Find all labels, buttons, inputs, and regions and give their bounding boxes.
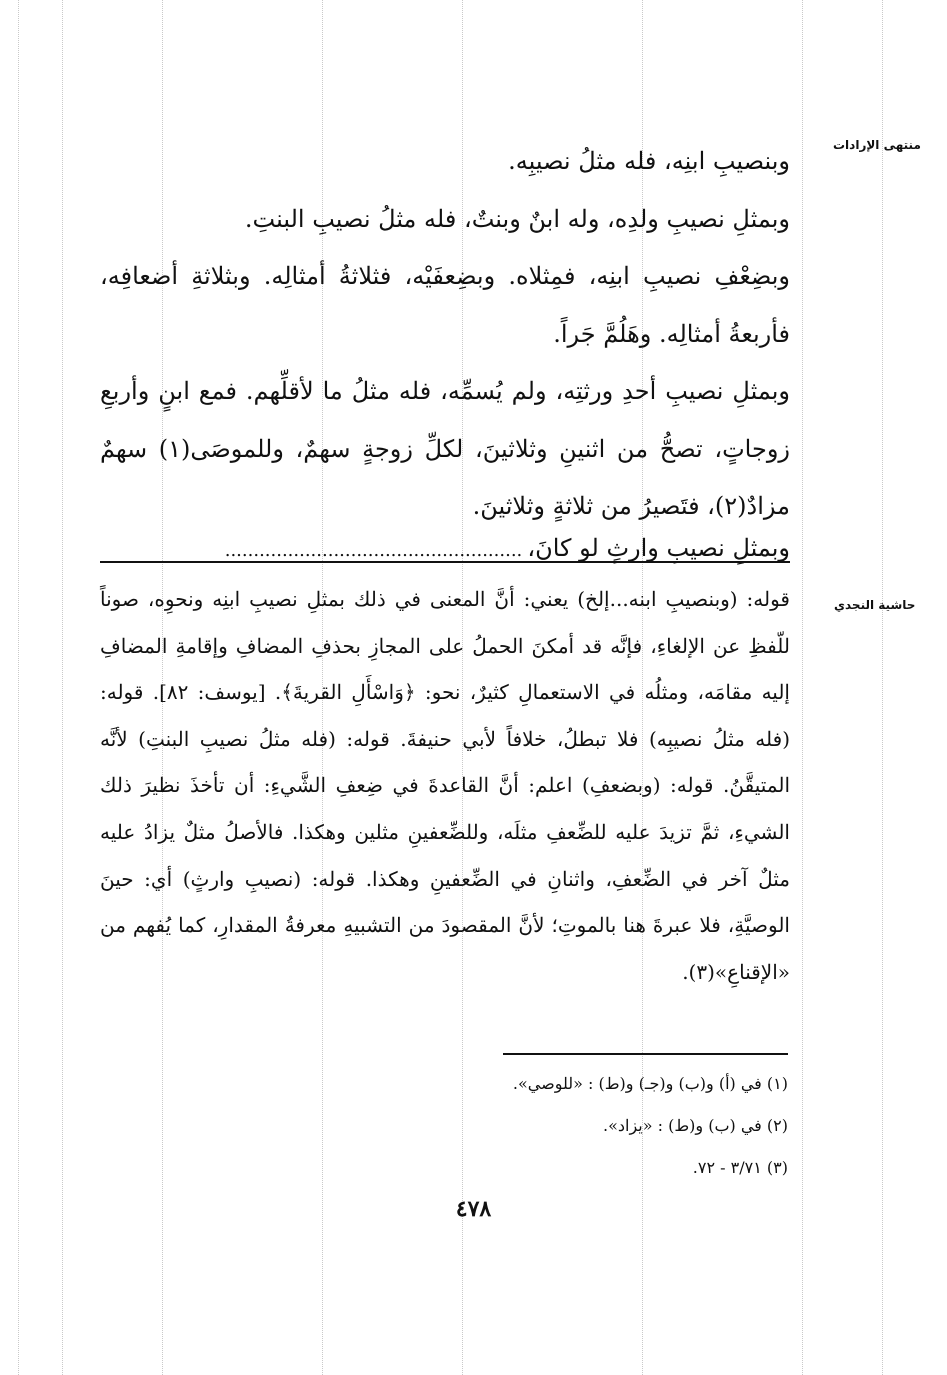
footnote-rule <box>503 1053 788 1055</box>
commentary-text <box>100 576 790 995</box>
scan-guide-line <box>802 0 803 1375</box>
book-title-label: منتهى الإرادات <box>833 138 921 152</box>
page-number: ٤٧٨ <box>455 1196 492 1222</box>
footnotes <box>360 1063 788 1189</box>
scan-guide-line <box>62 0 63 1375</box>
commentary-title-label: حاشية النجدي <box>834 598 916 612</box>
separator-rule <box>100 561 790 563</box>
main-text-last-line: وبمثلِ نصيبِ وارثٍ لو كانَ، <box>527 534 790 562</box>
main-text-line: وبنصيبِ ابنِه، فله مثلُ نصيبِه. <box>508 147 790 175</box>
main-text-line: وبمثلِ نصيبِ ولدِه، وله ابنٌ وبنتٌ، فله مثلُ نصيبِ البنتِ. <box>244 204 790 233</box>
separator-dots: .................................................... <box>224 540 523 561</box>
separator-line <box>100 534 790 562</box>
scan-guide-line <box>18 0 19 1375</box>
footnote: (٢) في (ب) و(ط) : «يزاد». <box>603 1116 788 1135</box>
footnote: (١) في (أ) و(ب) و(جـ) و(ط) : «للوصي». <box>512 1074 788 1093</box>
scan-guide-line <box>882 0 883 1375</box>
main-text-line: وبمثلِ نصيبِ أحدِ ورثتِه، ولم يُسمِّه، فله مثلُ ما لأقلِّهم. فمع ابنٍ وأربعِ زوجاتٍ، تصحُّ من اثنينِ وثلاثينَ، لكلِّ زوجةٍ سهمٌ، وللموصَى(١) سهمٌ مزادٌ(٢)، فتَصيرُ من ثلاثةٍ وثلاثينَ. <box>100 377 790 520</box>
commentary-paragraph: قوله: (وبنصيبِ ابنه...إلخ) يعني: أنَّ المعنى في ذلك بمثلِ نصيبِ ابنِه ونحوِه، صوناً للّفظِ عن الإلغاءِ، فإنَّه قد أمكنَ الحملُ على المجازِ بحذفِ المضافِ وإقامةِ المضافِ إليه مقامَه، ومثلُه في الاستعمالِ كثيرٌ، نحو: ﴿وَاسْأَلِ القريةَ﴾. [يوسف: ٨٢]. قوله: (فله مثلُ نصيبِه) فلا تبطلُ، خلافاً لأبي حنيفةَ. قوله: (فله مثلُ نصيبِ البنتِ) لأنَّه المتيقَّنُ. قوله: (وبضعفِ) اعلم: أنَّ القاعدةَ في ضِعفِ الشَّيءِ: أن تأخذَ نظيرَ ذلك الشيءِ، ثمَّ تزيدَ عليه للضِّعفِ مثلَه، وللضِّعفينِ مثلين وهكذا. فالأصلُ مثلٌ يزادُ عليه مثلٌ آخر في الضِّعفِ، واثنانِ في الضِّعفينِ وهكذا. قوله: (نصيبِ وارثٍ) أي: حينَ الوصيَّةِ، فلا عبرةَ هنا بالموتِ؛ لأنَّ المقصودَ من التشبيهِ معرفةُ المقدارِ، كما يُفهم من «الإقناعِ»(٣). <box>100 587 790 984</box>
main-text-line: وبضِعْفِ نصيبِ ابنِه، فمِثلاه. وبضِعفَيْه، فثلاثةُ أمثالِه. وبثلاثةِ أضعافِه، فأربعةُ أمثالِه. وهَلُمَّ جَراً. <box>100 262 790 348</box>
footnote: (٣) ٣/٧١ - ٧٢. <box>692 1158 788 1177</box>
main-text <box>100 133 790 536</box>
